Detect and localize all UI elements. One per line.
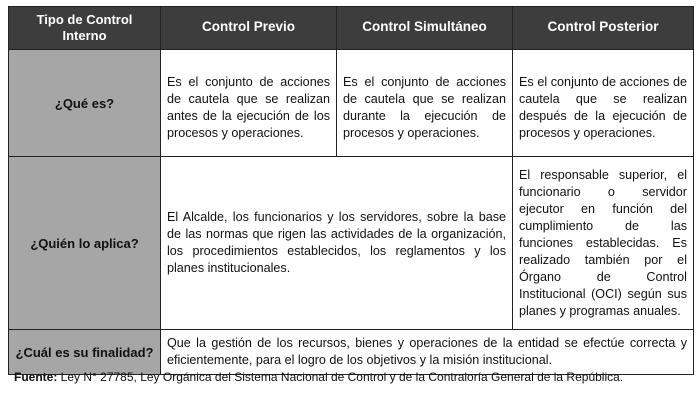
control-interno-table <box>8 6 694 375</box>
header-control-simultaneo: Control Simultáneo <box>337 7 513 50</box>
row-label-que-es: ¿Qué es? <box>9 50 161 157</box>
cell-posterior-quien: El responsable superior, el funcionario o servidor ejecutor en función del cumplimiento de las funciones establecidas. Es realizado también por el Órgano de Control Institucional (OCI) según sus planes y programas anuales. <box>513 157 694 330</box>
header-control-previo: Control Previo <box>161 7 337 50</box>
table-row <box>9 330 694 375</box>
cell-previo-que-es: Es el conjunto de acciones de cautela que se realizan antes de la ejecución de los procesos y operaciones. <box>161 50 337 157</box>
source-note <box>14 370 623 384</box>
cell-finalidad: Que la gestión de los recursos, bienes y operaciones de la entidad se efectúe correcta y eficientemente, para el logro de los objetivos y la misión institucional. <box>161 330 694 375</box>
cell-simultaneo-que-es: Es el conjunto de acciones de cautela que se realizan durante la ejecución de procesos y operaciones. <box>337 50 513 157</box>
source-label: Fuente: <box>14 370 58 384</box>
source-text: Ley N° 27785, Ley Orgánica del Sistema Nacional de Control y de la Contraloría General de la República. <box>57 370 624 384</box>
row-label-quien-lo-aplica: ¿Quién lo aplica? <box>9 157 161 330</box>
cell-previo-simultaneo-quien: El Alcalde, los funcionarios y los servidores, sobre la base de las normas que rigen las actividades de la organización, los procedimientos establecidos, los reglamentos y los planes institucionales. <box>161 157 513 330</box>
header-row <box>9 7 694 50</box>
table-row <box>9 157 694 330</box>
cell-posterior-que-es: Es el conjunto de acciones de cautela que se realizan después de la ejecución de procesos y operaciones. <box>513 50 694 157</box>
header-tipo-control: Tipo de Control Interno <box>9 7 161 50</box>
table-row <box>9 50 694 157</box>
row-label-finalidad: ¿Cuál es su finalidad? <box>9 330 161 375</box>
header-control-posterior: Control Posterior <box>513 7 694 50</box>
